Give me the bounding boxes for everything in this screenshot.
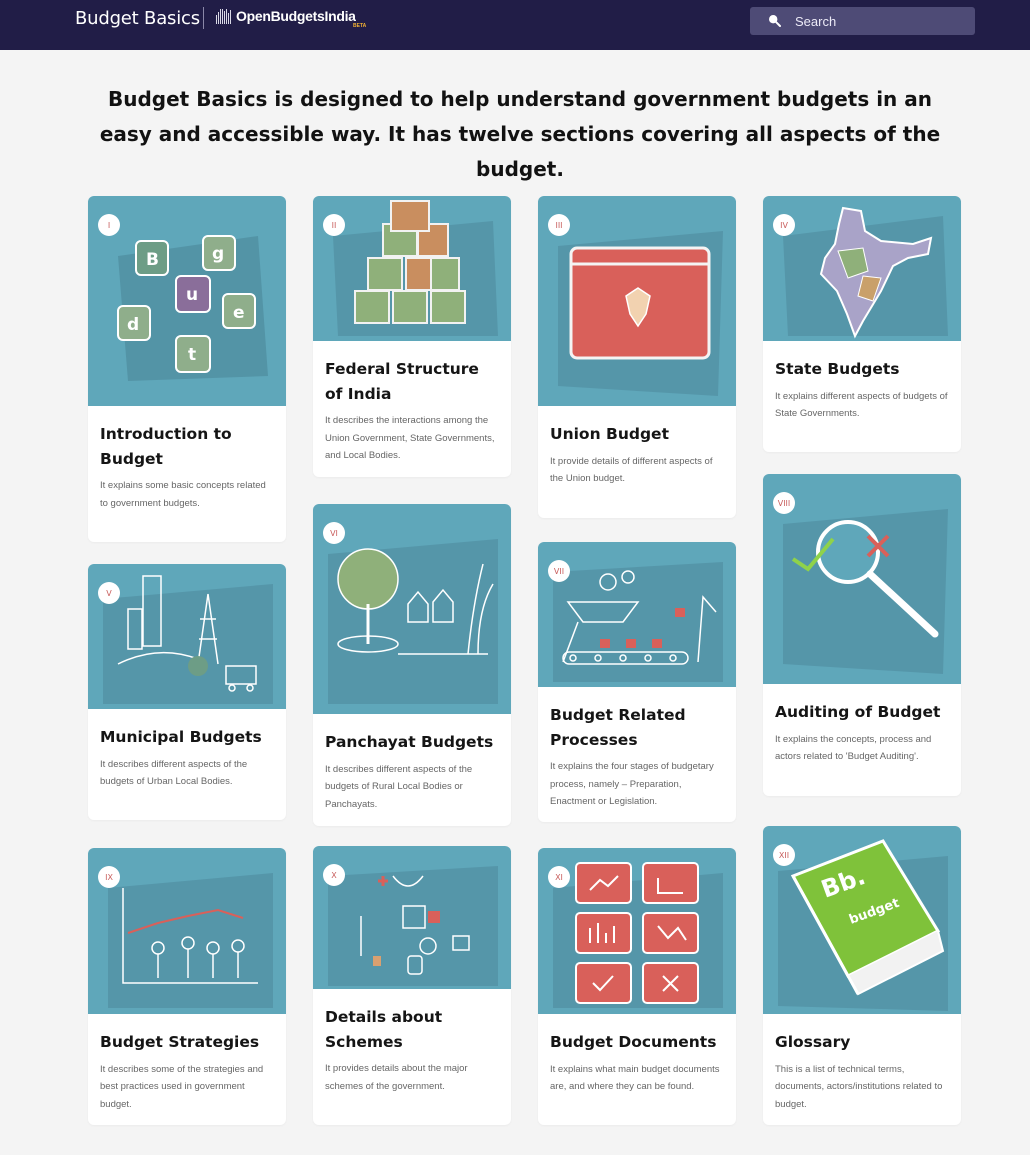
section-card-budget-strategies[interactable]: [88, 848, 286, 1125]
section-card-state-budgets[interactable]: [763, 196, 961, 452]
section-number-badge: V: [98, 582, 120, 604]
card-illustration: [313, 846, 511, 989]
card-illustration: [88, 196, 286, 406]
section-card-glossary[interactable]: [763, 826, 961, 1125]
card-description: It describes the interactions among the Union Government, State Governments, and Local Bodies.: [325, 415, 495, 461]
card-description: It explains what main budget documents are, and where they can be found.: [550, 1063, 720, 1092]
search-icon: [768, 14, 781, 27]
card-illustration: [763, 474, 961, 684]
card-title[interactable]: Glossary: [775, 1033, 851, 1051]
site-title[interactable]: Budget Basics: [75, 8, 200, 29]
card-description: It describes some of the strategies and best practices used in government budget.: [100, 1063, 264, 1110]
card-illustration: [313, 196, 511, 341]
section-number-badge: II: [323, 214, 345, 236]
card-title[interactable]: Panchayat Budgets: [325, 733, 494, 751]
card-description: It explains some basic concepts related to government budgets.: [100, 480, 266, 509]
card-illustration: [88, 848, 286, 1014]
section-card-union-budget[interactable]: [538, 196, 736, 518]
section-card-budget-processes[interactable]: [538, 542, 736, 822]
card-title[interactable]: Budget Related Processes: [550, 706, 686, 749]
card-title[interactable]: Budget Documents: [550, 1033, 717, 1051]
card-title[interactable]: Introduction to Budget: [100, 425, 232, 468]
logo-text: OpenBudgetsIndia: [236, 8, 356, 24]
section-card-municipal-budgets[interactable]: [88, 564, 286, 820]
section-number-badge: XII: [773, 844, 795, 866]
card-description: This is a list of technical terms, documents, actors/institutions related to budget.: [775, 1063, 943, 1110]
search-box[interactable]: [750, 7, 975, 35]
card-description: It provides details about the major schemes of the government.: [325, 1063, 468, 1092]
card-description: It describes different aspects of the budgets of Rural Local Bodies or Panchayats.: [325, 763, 473, 810]
section-card-budget-documents[interactable]: [538, 848, 736, 1125]
card-illustration: [313, 504, 511, 714]
section-number-badge: VI: [323, 522, 345, 544]
search-input[interactable]: [795, 12, 965, 30]
svg-text:d: d: [127, 315, 140, 335]
logo-bars-icon: [216, 8, 232, 24]
svg-text:g: g: [212, 244, 225, 264]
section-number-badge: IV: [773, 214, 795, 236]
section-number-badge: IX: [98, 866, 120, 888]
card-description: It provide details of different aspects of the Union budget.: [550, 455, 713, 484]
card-title[interactable]: Budget Strategies: [100, 1033, 260, 1051]
section-number-badge: VII: [548, 560, 570, 582]
section-card-auditing[interactable]: [763, 474, 961, 796]
card-title[interactable]: State Budgets: [775, 360, 900, 378]
section-number-badge: I: [98, 214, 120, 236]
section-card-schemes[interactable]: [313, 846, 511, 1125]
card-illustration: [88, 564, 286, 709]
card-description: It explains different aspects of budgets of State Governments.: [775, 390, 948, 419]
card-illustration: [538, 542, 736, 687]
top-navigation-bar: [0, 0, 1030, 50]
section-number-badge: III: [548, 214, 570, 236]
section-card-panchayat-budgets[interactable]: [313, 504, 511, 826]
card-title[interactable]: Municipal Budgets: [100, 728, 262, 746]
header-divider: [203, 7, 204, 29]
card-description: It explains the four stages of budgetary process, namely – Preparation, Enactment or Legislation.: [550, 761, 714, 807]
beta-badge: BETA: [353, 23, 367, 29]
section-number-badge: X: [323, 864, 345, 886]
svg-text:B: B: [146, 250, 159, 270]
card-illustration: [763, 196, 961, 341]
card-title[interactable]: Union Budget: [550, 425, 669, 443]
card-description: It explains the concepts, process and actors related to 'Budget Auditing'.: [775, 733, 932, 762]
card-title[interactable]: Auditing of Budget: [775, 703, 941, 721]
card-description: It describes different aspects of the budgets of Urban Local Bodies.: [100, 758, 248, 787]
section-card-federal-structure[interactable]: [313, 196, 511, 477]
card-illustration: [538, 196, 736, 406]
svg-text:budget: budget: [847, 895, 902, 928]
svg-text:u: u: [186, 285, 199, 305]
section-card-introduction[interactable]: [88, 196, 286, 542]
svg-text:Bb.: Bb.: [817, 862, 869, 904]
svg-text:e: e: [233, 303, 245, 323]
card-title[interactable]: Details about Schemes: [325, 1008, 443, 1051]
card-title[interactable]: Federal Structure of India: [325, 360, 479, 403]
card-illustration: [538, 848, 736, 1014]
intro-heading: Budget Basics is designed to help understand government budgets in an easy and accessible way. It has twelve sections covering all aspects of the budget.: [99, 87, 941, 181]
section-number-badge: XI: [548, 866, 570, 888]
open-budgets-india-logo[interactable]: [216, 8, 367, 29]
section-number-badge: VIII: [773, 492, 795, 514]
svg-text:t: t: [188, 345, 197, 365]
card-illustration: [763, 826, 961, 1014]
